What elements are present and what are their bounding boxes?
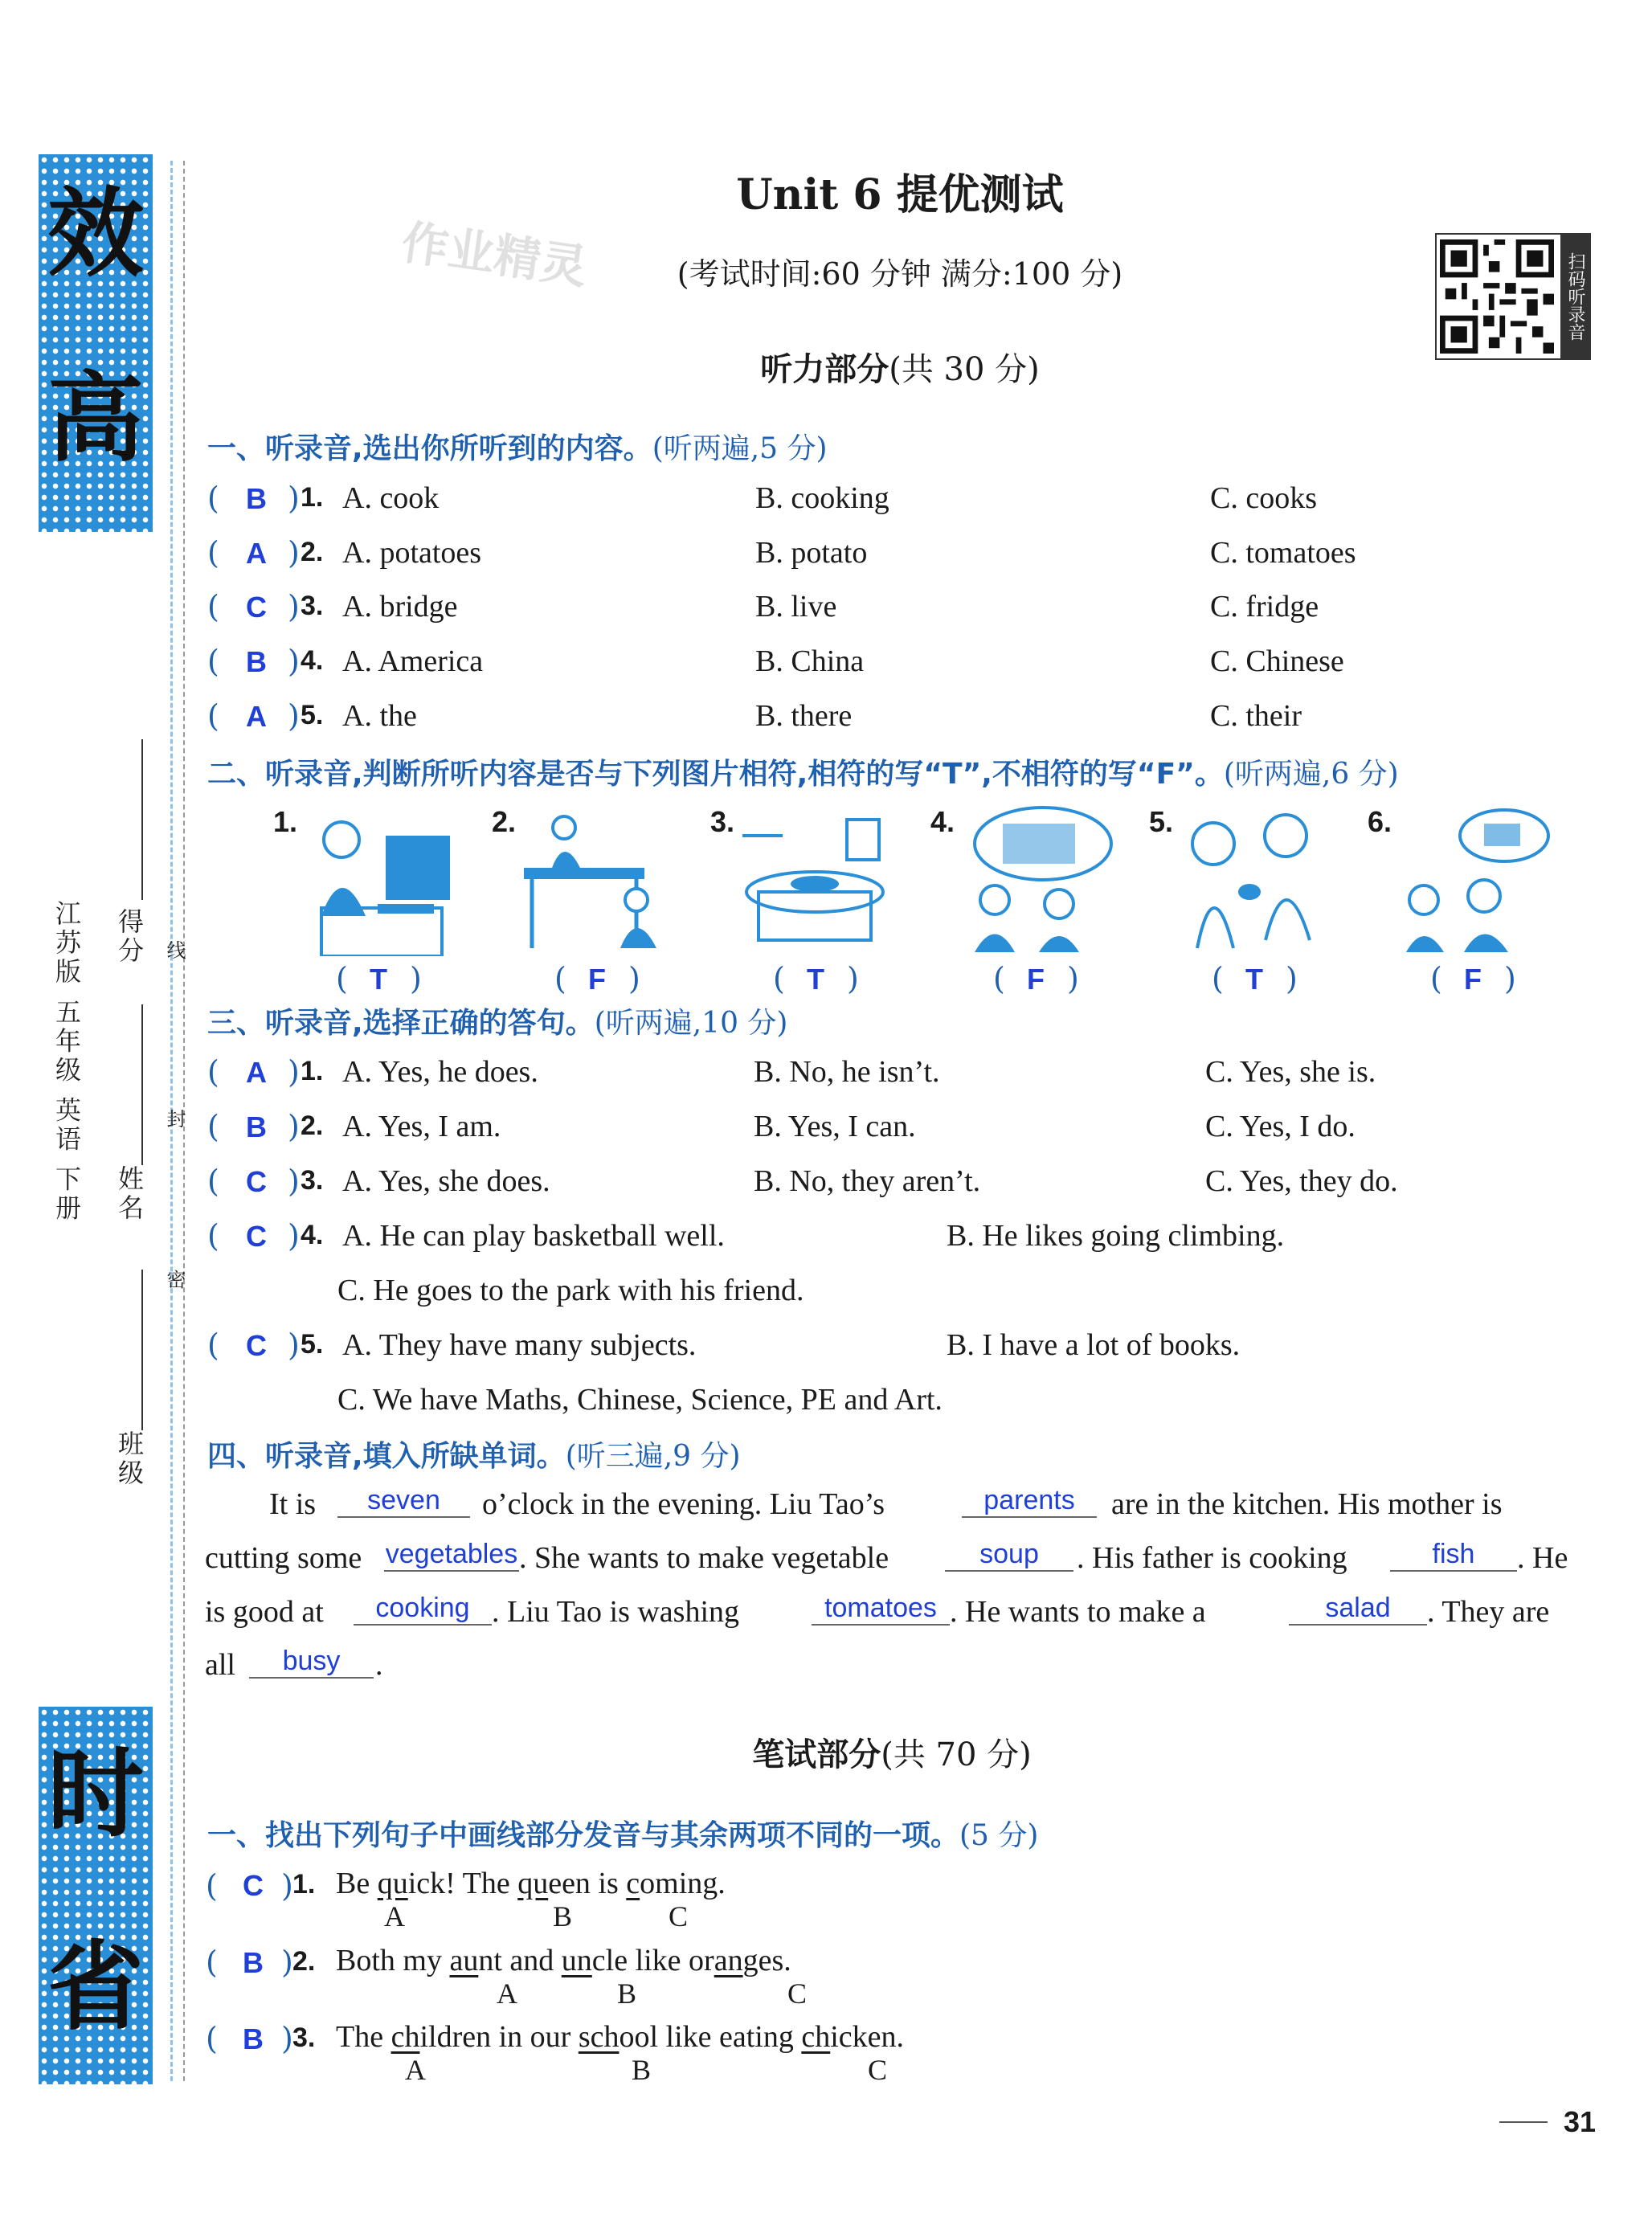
- option-a: A. Yes, she does.: [342, 1164, 550, 1198]
- name-label: 姓名: [114, 1165, 145, 1223]
- option-c: C. tomatoes: [1210, 536, 1356, 570]
- option-c: C. Yes, they do.: [1205, 1164, 1398, 1198]
- blank-6[interactable]: cooking: [354, 1593, 492, 1626]
- side-panel-top: [39, 154, 153, 532]
- listen-sec1-title: 一、听录音,选出你所听到的内容。(听两遍,5 分): [207, 432, 828, 465]
- option-b: B. potato: [755, 536, 868, 570]
- para-text: . She wants to make vegetable: [519, 1541, 889, 1575]
- paren: (: [993, 961, 1005, 996]
- score-label: 得分: [114, 908, 145, 966]
- question-number: 1.: [292, 1869, 316, 1900]
- paren: (: [207, 698, 219, 734]
- label-b: B: [632, 2054, 652, 2086]
- paren: (: [207, 1109, 219, 1144]
- page-number-line: [1499, 2121, 1548, 2123]
- option-c: C. We have Maths, Chinese, Science, PE and Art.: [337, 1383, 943, 1417]
- para-text: cutting some: [205, 1541, 362, 1575]
- paren: ): [281, 1868, 293, 1904]
- paren: (: [336, 961, 348, 996]
- option-a: A. Yes, I am.: [342, 1110, 501, 1143]
- blank-7[interactable]: tomatoes: [812, 1593, 950, 1626]
- paren: ): [288, 698, 300, 734]
- paren: ): [1067, 961, 1079, 996]
- label-a: A: [405, 2054, 426, 2086]
- blank-2[interactable]: parents: [962, 1485, 1097, 1518]
- option-b: B. China: [755, 644, 865, 678]
- option-a: A. cook: [342, 481, 440, 515]
- listen-sec2-title: 二、听录音,判断所听内容是否与下列图片相符,相符的写“T”,不相符的写“F”。(听两遍,6 分): [207, 758, 1399, 791]
- answer[interactable]: C: [246, 1329, 267, 1362]
- class-label: 班级: [114, 1430, 145, 1488]
- answer[interactable]: B: [246, 482, 267, 515]
- answer[interactable]: A: [246, 1056, 267, 1089]
- paren: (: [207, 644, 219, 679]
- option-c: C. Chinese: [1210, 644, 1344, 678]
- para-text: all: [205, 1648, 235, 1682]
- name-line: [141, 1004, 143, 1165]
- question-number: 2.: [301, 1110, 324, 1141]
- picture-number: 1.: [273, 805, 298, 838]
- paren: ): [281, 2021, 293, 2056]
- option-a: A. He can play basketball well.: [342, 1219, 725, 1253]
- para-text: It is: [269, 1487, 317, 1521]
- paren: ): [288, 481, 300, 516]
- label-b: B: [553, 1900, 573, 1932]
- writing-heading: 笔试部分(共 70 分): [752, 1736, 1032, 1773]
- blank-9[interactable]: busy: [249, 1646, 374, 1679]
- book-info: 江苏版 五年级 英语 下册: [51, 900, 82, 1224]
- paren: ): [288, 644, 300, 679]
- watermark: 作业精灵: [398, 215, 591, 295]
- blank-8[interactable]: salad: [1289, 1593, 1427, 1626]
- qr-code[interactable]: [1435, 233, 1591, 360]
- label-a: A: [497, 1977, 517, 2010]
- answer[interactable]: B: [243, 2022, 264, 2055]
- seal-char-1: 线: [163, 940, 186, 963]
- paren: (: [554, 961, 566, 996]
- answer[interactable]: T: [370, 963, 387, 996]
- option-a: A. They have many subjects.: [342, 1328, 697, 1362]
- paren: (: [207, 1327, 219, 1363]
- blank-5[interactable]: fish: [1390, 1539, 1517, 1572]
- woman-computer-picture: [297, 804, 458, 956]
- paren: ): [288, 1327, 300, 1363]
- answer[interactable]: C: [246, 1165, 267, 1198]
- picture-number: 6.: [1368, 805, 1392, 838]
- answer[interactable]: F: [588, 963, 606, 996]
- question-number: 3.: [301, 1165, 324, 1196]
- option-c: C. He goes to the park with his friend.: [337, 1274, 804, 1307]
- option-c: C. fridge: [1210, 590, 1319, 624]
- paren: ): [847, 961, 859, 996]
- question-number: 2.: [301, 537, 324, 567]
- label-c: C: [787, 1977, 808, 2010]
- exam-info: (考试时间:60 分钟 满分:100 分): [677, 256, 1123, 292]
- option-c: C. their: [1210, 699, 1302, 733]
- sentence: Both my aunt and uncle like oranges.: [336, 1944, 791, 1977]
- listen-sec4-title: 四、听录音,填入所缺单词。(听三遍,9 分): [207, 1440, 741, 1473]
- answer[interactable]: A: [246, 700, 267, 733]
- question-number: 5.: [301, 700, 324, 730]
- question-number: 1.: [301, 1056, 324, 1086]
- option-b: B. cooking: [755, 481, 889, 515]
- paren: ): [628, 961, 640, 996]
- option-b: B. there: [755, 699, 853, 733]
- paren: (: [206, 1868, 218, 1904]
- option-c: C. Yes, she is.: [1205, 1055, 1376, 1089]
- seal-char-2: 封: [163, 1109, 186, 1131]
- question-number: 3.: [292, 2022, 316, 2053]
- para-text: . He: [1517, 1541, 1568, 1575]
- paren: ): [288, 589, 300, 624]
- paren: ): [281, 1945, 293, 1980]
- boys-thinking-picture: [1392, 804, 1552, 956]
- write-sec1-title: 一、找出下列句子中画线部分发音与其余两项不同的一项。(5 分): [207, 1819, 1039, 1852]
- kitchen-table-picture: [734, 804, 895, 956]
- answer[interactable]: A: [246, 537, 267, 570]
- para-text: . He wants to make a: [950, 1595, 1206, 1629]
- paren: (: [206, 2021, 218, 2056]
- label-c: C: [868, 2054, 888, 2086]
- paren: (: [207, 1054, 219, 1090]
- question-number: 4.: [301, 1220, 324, 1250]
- paren: ): [288, 1054, 300, 1090]
- option-a: A. the: [342, 699, 417, 733]
- para-text: . They are: [1427, 1595, 1550, 1629]
- side-char-4: 省: [47, 1932, 144, 2043]
- answer[interactable]: C: [246, 1220, 267, 1253]
- option-b: B. No, he isn’t.: [754, 1055, 940, 1089]
- para-text: are in the kitchen. His mother is: [1111, 1487, 1503, 1521]
- seal-char-3: 密: [163, 1270, 186, 1292]
- page-title: Unit 6 提优测试: [736, 170, 1064, 219]
- side-char-2: 高: [47, 363, 144, 475]
- paren: (: [1430, 961, 1442, 996]
- listen-sec3-title: 三、听录音,选择正确的答句。(听两遍,10 分): [207, 1007, 788, 1040]
- para-text: o’clock in the evening. Liu Tao’s: [482, 1487, 885, 1521]
- option-a: A. bridge: [342, 590, 458, 624]
- picture-number: 5.: [1149, 805, 1174, 838]
- paren: (: [206, 1945, 218, 1980]
- blank-3[interactable]: vegetables: [384, 1539, 519, 1572]
- answer[interactable]: T: [1245, 963, 1263, 996]
- sentence: The children in our school like eating chicken.: [336, 2020, 905, 2054]
- paren: ): [1286, 961, 1298, 996]
- paren: ): [288, 1218, 300, 1253]
- answer[interactable]: C: [243, 1869, 264, 1902]
- paren: ): [410, 961, 422, 996]
- option-a: A. America: [342, 644, 484, 678]
- side-char-3: 时: [47, 1739, 144, 1851]
- paren: (: [773, 961, 785, 996]
- answer[interactable]: C: [246, 591, 267, 624]
- question-number: 4.: [301, 645, 324, 676]
- question-number: 3.: [301, 591, 324, 621]
- answer[interactable]: F: [1464, 963, 1482, 996]
- score-line: [141, 739, 143, 900]
- option-a: A. potatoes: [342, 536, 482, 570]
- paren: (: [207, 535, 219, 570]
- option-a: A. Yes, he does.: [342, 1055, 538, 1089]
- option-b: B. No, they aren’t.: [754, 1164, 981, 1198]
- children-table-picture: [516, 804, 677, 956]
- answer[interactable]: B: [246, 645, 267, 678]
- label-a: A: [384, 1900, 405, 1932]
- option-c: C. cooks: [1210, 481, 1317, 515]
- para-text: .: [375, 1648, 383, 1682]
- answer[interactable]: B: [246, 1110, 267, 1143]
- monkeys-picture: [1173, 804, 1334, 956]
- qr-label: 扫码听录音: [1560, 235, 1589, 358]
- paren: (: [207, 1163, 219, 1199]
- picture-number: 3.: [710, 805, 735, 838]
- para-text: is good at: [205, 1595, 324, 1629]
- side-panel-bottom: [39, 1707, 153, 2084]
- question-number: 1.: [301, 482, 324, 513]
- para-text: . His father is cooking: [1077, 1541, 1347, 1575]
- label-b: B: [617, 1977, 637, 2010]
- option-c: C. Yes, I do.: [1205, 1110, 1356, 1143]
- listening-heading: 听力部分(共 30 分): [760, 351, 1040, 388]
- option-b: B. He likes going climbing.: [947, 1219, 1285, 1253]
- paren: (: [207, 481, 219, 516]
- paren: (: [207, 589, 219, 624]
- class-line: [141, 1270, 143, 1430]
- answer[interactable]: F: [1027, 963, 1045, 996]
- qr-pattern-icon: [1440, 238, 1554, 355]
- answer[interactable]: B: [243, 1946, 264, 1979]
- picture-number: 2.: [492, 805, 517, 838]
- option-b: B. I have a lot of books.: [947, 1328, 1241, 1362]
- answer[interactable]: T: [807, 963, 824, 996]
- blank-4[interactable]: soup: [945, 1539, 1073, 1572]
- question-number: 2.: [292, 1946, 316, 1977]
- children-library-picture: [955, 804, 1115, 956]
- side-char-1: 效: [47, 178, 144, 290]
- option-b: B. Yes, I can.: [754, 1110, 916, 1143]
- picture-number: 4.: [930, 805, 955, 838]
- paren: (: [207, 1218, 219, 1253]
- paren: ): [288, 1109, 300, 1144]
- blank-1[interactable]: seven: [337, 1485, 470, 1518]
- question-number: 5.: [301, 1329, 324, 1360]
- option-b: B. live: [755, 590, 837, 624]
- paren: ): [288, 535, 300, 570]
- sentence: Be quick! The queen is coming.: [336, 1867, 726, 1900]
- paren: ): [1504, 961, 1516, 996]
- para-text: . Liu Tao is washing: [492, 1595, 740, 1629]
- paren: (: [1212, 961, 1224, 996]
- page-number: 31: [1563, 2105, 1596, 2138]
- label-c: C: [669, 1900, 689, 1932]
- paren: ): [288, 1163, 300, 1199]
